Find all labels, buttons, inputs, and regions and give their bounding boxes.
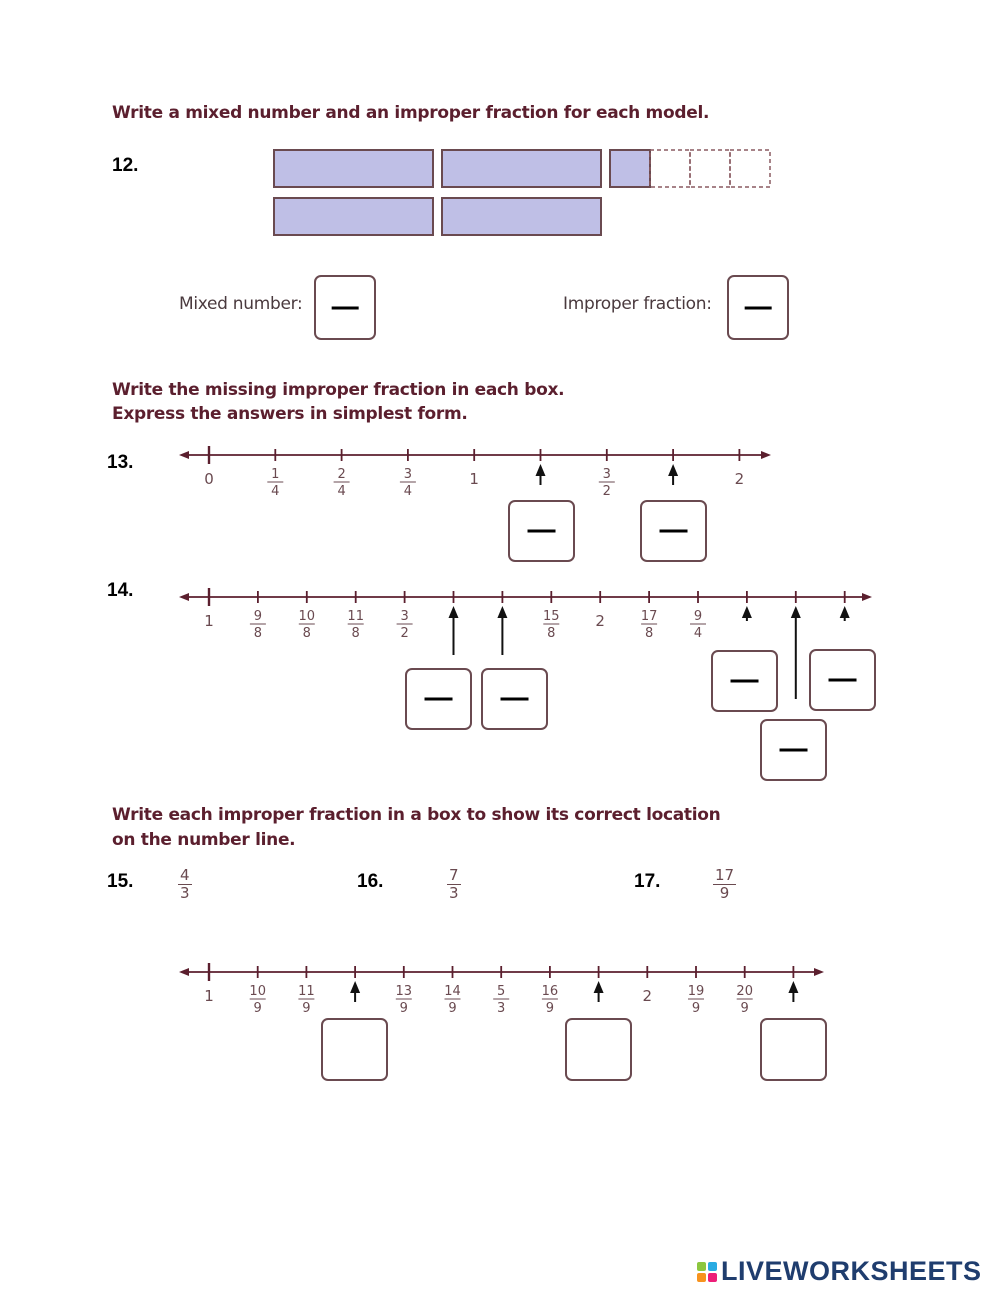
tick-label-whole: 1 <box>469 470 479 488</box>
model-bar-full <box>442 150 601 187</box>
axis-arrow-left <box>179 968 189 976</box>
axis-arrow-left <box>179 451 189 459</box>
tick-label-denominator: 8 <box>351 626 360 641</box>
question-16-number: 16. <box>357 871 384 892</box>
pointer-arrow-head <box>350 981 360 993</box>
tick-label-denominator: 9 <box>253 1001 262 1016</box>
model-part-empty <box>650 150 690 187</box>
tick-label-whole: 1 <box>204 987 214 1005</box>
tick-label-denominator: 3 <box>497 1001 506 1016</box>
tick-label-whole: 1 <box>204 612 214 630</box>
pointer-arrow-head <box>668 464 678 476</box>
tick-label-denominator: 9 <box>545 1001 555 1016</box>
q15-fraction-numerator: 4 <box>180 866 190 884</box>
pointer-arrow-head <box>788 981 798 993</box>
q16-fraction-numerator: 7 <box>449 866 459 884</box>
pointer-arrow-head <box>449 606 459 618</box>
axis-arrow-left <box>179 593 189 601</box>
q15-line-answer-box-2[interactable] <box>565 1018 632 1081</box>
logo-square <box>708 1273 717 1282</box>
model-part-empty <box>730 150 770 187</box>
tick-label-denominator: 4 <box>271 484 280 499</box>
tick-label-denominator: 4 <box>403 484 413 499</box>
tick-label-numerator: 3 <box>403 467 413 482</box>
q14-answer-box-3[interactable] <box>711 650 778 712</box>
tick-label-denominator: 9 <box>740 1001 749 1016</box>
section2-instruction-line2: Express the answers in simplest form. <box>112 404 468 424</box>
section3-instruction-line2: on the number line. <box>112 830 296 850</box>
q14-answer-box-2[interactable] <box>481 668 548 730</box>
question-14-number: 14. <box>107 580 134 601</box>
tick-label-numerator: 15 <box>543 609 560 624</box>
tick-label-denominator: 2 <box>602 484 611 499</box>
number-line-13 <box>179 446 771 499</box>
q16-fraction <box>447 867 461 902</box>
tick-label-denominator: 8 <box>547 626 556 641</box>
pointer-arrow-head <box>536 464 546 476</box>
tick-label-denominator: 9 <box>302 1001 311 1016</box>
q15-fraction-denominator: 3 <box>180 884 190 902</box>
tick-label-numerator: 17 <box>640 609 658 624</box>
pointer-arrow-head <box>594 981 604 993</box>
mixed-number-label: Mixed number: <box>179 294 303 314</box>
tick-label-whole: 0 <box>204 470 214 488</box>
question-12-number: 12. <box>112 155 139 176</box>
tick-label-numerator: 3 <box>602 467 611 482</box>
q15-line-answer-box-1[interactable] <box>321 1018 388 1081</box>
brand-name: LIVEWORKSHEETS <box>721 1256 982 1286</box>
tick-label-numerator: 11 <box>347 609 364 624</box>
q15-fraction <box>178 867 192 902</box>
model-part-shaded <box>610 150 650 187</box>
tick-label-numerator: 20 <box>736 984 753 999</box>
number-line-15 <box>179 963 824 1016</box>
axis-arrow-right <box>761 451 771 459</box>
pointer-arrow-head <box>840 606 850 618</box>
tick-label-numerator: 16 <box>541 984 559 999</box>
tick-label-denominator: 8 <box>253 626 263 641</box>
question-15-number: 15. <box>107 871 134 892</box>
tick-label-denominator: 9 <box>448 1001 457 1016</box>
logo-square <box>697 1273 706 1282</box>
tick-label-denominator: 8 <box>302 626 311 641</box>
model-part-empty <box>690 150 730 187</box>
model-bar-full <box>442 198 601 235</box>
tick-label-denominator: 4 <box>337 484 346 499</box>
tick-label-numerator: 10 <box>249 984 266 999</box>
q17-fraction-numerator: 17 <box>715 866 735 884</box>
logo-square <box>708 1262 717 1271</box>
tick-label-denominator: 9 <box>691 1001 701 1016</box>
question-13-number: 13. <box>107 452 134 473</box>
pointer-arrow-head <box>497 606 507 618</box>
tick-label-numerator: 9 <box>693 609 703 624</box>
pointer-arrow-head <box>742 606 752 618</box>
logo-grid-icon <box>697 1262 717 1282</box>
mixed-number-answer-box[interactable] <box>314 275 376 340</box>
tick-label-numerator: 5 <box>497 984 506 999</box>
tick-label-numerator: 13 <box>395 984 413 999</box>
tick-label-denominator: 2 <box>400 626 409 641</box>
q17-fraction-denominator: 9 <box>719 884 730 902</box>
tick-label-whole: 2 <box>642 987 653 1005</box>
axis-arrow-right <box>862 593 872 601</box>
q14-answer-box-4[interactable] <box>760 719 827 781</box>
improper-fraction-answer-box[interactable] <box>727 275 789 340</box>
q17-fraction <box>713 867 736 902</box>
pointer-arrow-head <box>791 606 801 618</box>
q13-answer-box-1[interactable] <box>508 500 575 562</box>
axis-arrow-right <box>814 968 824 976</box>
q13-answer-box-2[interactable] <box>640 500 707 562</box>
tick-label-numerator: 1 <box>271 467 280 482</box>
q15-line-answer-box-3[interactable] <box>760 1018 827 1081</box>
section2-instruction-line1: Write the missing improper fraction in each box. <box>112 380 565 400</box>
tick-label-numerator: 10 <box>298 609 316 624</box>
q16-fraction-denominator: 3 <box>449 884 459 902</box>
question-17-number: 17. <box>634 871 661 892</box>
tick-label-numerator: 11 <box>298 984 315 999</box>
model-bar-full <box>274 198 433 235</box>
tick-label-whole: 2 <box>734 470 745 488</box>
tick-label-denominator: 9 <box>399 1001 408 1016</box>
tick-label-numerator: 14 <box>444 984 461 999</box>
q14-answer-box-1[interactable] <box>405 668 472 730</box>
liveworksheets-logo <box>697 1256 982 1287</box>
section3-instruction-line1: Write each improper fraction in a box to show its correct location <box>112 805 721 825</box>
section1-instruction: Write a mixed number and an improper fraction for each model. <box>112 103 710 123</box>
tick-label-numerator: 3 <box>400 609 409 624</box>
logo-square <box>697 1262 706 1271</box>
tick-label-denominator: 4 <box>693 626 703 641</box>
tick-label-whole: 2 <box>595 612 605 630</box>
q14-answer-box-5[interactable] <box>809 649 876 711</box>
tick-label-numerator: 9 <box>253 609 263 624</box>
improper-fraction-label: Improper fraction: <box>563 294 712 314</box>
model-bar-full <box>274 150 433 187</box>
tick-label-numerator: 2 <box>337 467 346 482</box>
tick-label-numerator: 19 <box>687 984 705 999</box>
tick-label-denominator: 8 <box>644 626 654 641</box>
